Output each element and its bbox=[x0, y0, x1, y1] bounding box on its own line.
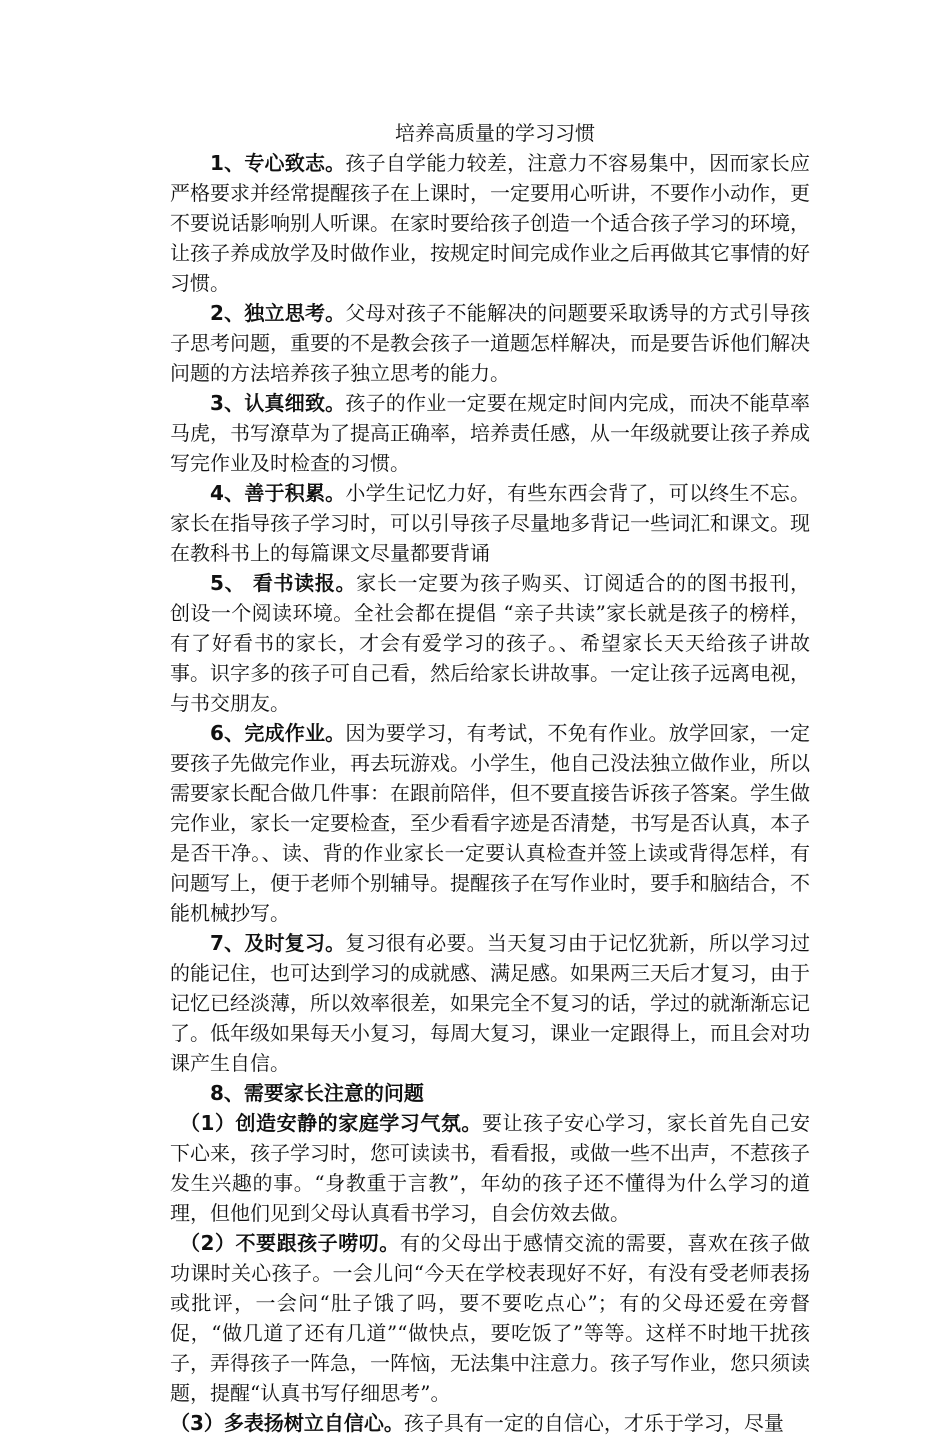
paragraph-10 bbox=[170, 1228, 810, 1408]
paragraph-text: 要让孩子安心学习，家长首先自己安下心来，孩子学习时，您可读读书，看看报，或做一些不出声，不惹孩子发生兴趣的事。“身教重于言教”，年幼的孩子还不懂得为什么学习的道理，但他们见到父母认真看书学习，自会仿效去做。 bbox=[170, 1111, 811, 1225]
document-title: 培养高质量的学习习惯 bbox=[395, 121, 595, 145]
paragraph-text: 小学生记忆力好，有些东西会背了，可以终生不忘。家长在指导孩子学习时，可以引导孩子尽量地多背记一些词汇和课文。现在教科书上的每篇课文尽量都要背诵 bbox=[170, 481, 811, 565]
paragraph-lead: 1、专心致志。 bbox=[210, 151, 346, 175]
paragraph-text: 复习很有必要。当天复习由于记忆犹新，所以学习过的能记住，也可达到学习的成就感、满足感。如果两三天后才复习，由于记忆已经淡薄，所以效率很差，如果完全不复习的话，学过的就渐渐忘记了。低年级如果每天小复习，每周大复习，课业一定跟得上，而且会对功课产生自信。 bbox=[170, 931, 811, 1075]
paragraph-lead: 2、独立思考。 bbox=[210, 301, 346, 325]
paragraph-2 bbox=[170, 298, 810, 388]
paragraph-text: 因为要学习，有考试，不免有作业。放学回家，一定要孩子先做完作业，再去玩游戏。小学生，他自己没法独立做作业，所以需要家长配合做几件事：在跟前陪伴，但不要直接告诉孩子答案。学生做完作业，家长一定要检查，至少看看字迹是否清楚，书写是否认真，本子是否干净。、读、背的作业家长一定要认真检查并签上读或背得怎样，有问题写上，便于老师个别辅导。提醒孩子在写作业时，要手和脑结合，不能机械抄写。 bbox=[170, 721, 811, 925]
paragraph-text: 孩子具有一定的自信心，才乐于学习，尽量 bbox=[403, 1411, 784, 1435]
paragraph-text: 孩子的作业一定要在规定时间内完成，而决不能草率马虎，书写潦草为了提高正确率，培养责任感，从一年级就要让孩子养成写完作业及时检查的习惯。 bbox=[170, 391, 811, 475]
paragraph-7 bbox=[170, 928, 810, 1078]
paragraph-lead: 3、认真细致。 bbox=[210, 391, 346, 415]
paragraph-text: 家长一定要为孩子购买、订阅适合的的图书报刊，创设一个阅读环境。全社会都在提倡 “亲子共读”家长就是孩子的榜样，有了好看书的家长，才会有爱学习的孩子。、希望家长天天给孩子讲故事。识字多的孩子可自己看，然后给家长讲故事。一定让孩子远离电视，与书交朋友。 bbox=[170, 571, 810, 715]
paragraph-text: 有的父母出于感情交流的需要，喜欢在孩子做功课时关心孩子。一会儿问“今天在学校表现好不好，有没有受老师表扬或批评，一会问“肚子饿了吗，要不要吃点心”；有的父母还爱在旁督促，“做几道了还有几道”“做快点，要吃饭了”等等。这样不时地干扰孩子，弄得孩子一阵急，一阵恼，无法集中注意力。孩子写作业，您只须读题，提醒“认真书写仔细思考”。 bbox=[170, 1231, 810, 1405]
paragraph-8 bbox=[170, 1078, 810, 1108]
paragraph-lead: 4、善于积累。 bbox=[210, 481, 346, 505]
paragraph-11 bbox=[170, 1408, 810, 1438]
paragraph-1 bbox=[170, 148, 810, 298]
paragraph-lead: 8、需要家长注意的问题 bbox=[210, 1081, 424, 1105]
paragraph-lead: （2）不要跟孩子唠叨。 bbox=[180, 1231, 400, 1255]
paragraph-lead: 6、完成作业。 bbox=[210, 721, 346, 745]
document-page bbox=[170, 118, 810, 1438]
paragraph-4 bbox=[170, 478, 810, 568]
paragraph-lead: （1）创造安静的家庭学习气氛。 bbox=[180, 1111, 482, 1135]
paragraph-text: 孩子自学能力较差，注意力不容易集中，因而家长应严格要求并经常提醒孩子在上课时，一定要用心听讲，不要作小动作，更不要说话影响别人听课。在家时要给孩子创造一个适合孩子学习的环境，让孩子养成放学及时做作业，按规定时间完成作业之后再做其它事情的好习惯。 bbox=[170, 151, 811, 295]
paragraph-lead: 7、及时复习。 bbox=[210, 931, 346, 955]
paragraph-lead: （3）多表扬树立自信心。 bbox=[170, 1411, 404, 1435]
paragraph-6 bbox=[170, 718, 810, 928]
paragraph-text: 父母对孩子不能解决的问题要采取诱导的方式引导孩子思考问题，重要的不是教会孩子一道题怎样解决，而是要告诉他们解决问题的方法培养孩子独立思考的能力。 bbox=[170, 301, 811, 385]
paragraph-lead: 5、 看书读报。 bbox=[210, 571, 357, 595]
paragraph-9 bbox=[170, 1108, 810, 1228]
paragraph-5 bbox=[170, 568, 810, 718]
paragraph-3 bbox=[170, 388, 810, 478]
